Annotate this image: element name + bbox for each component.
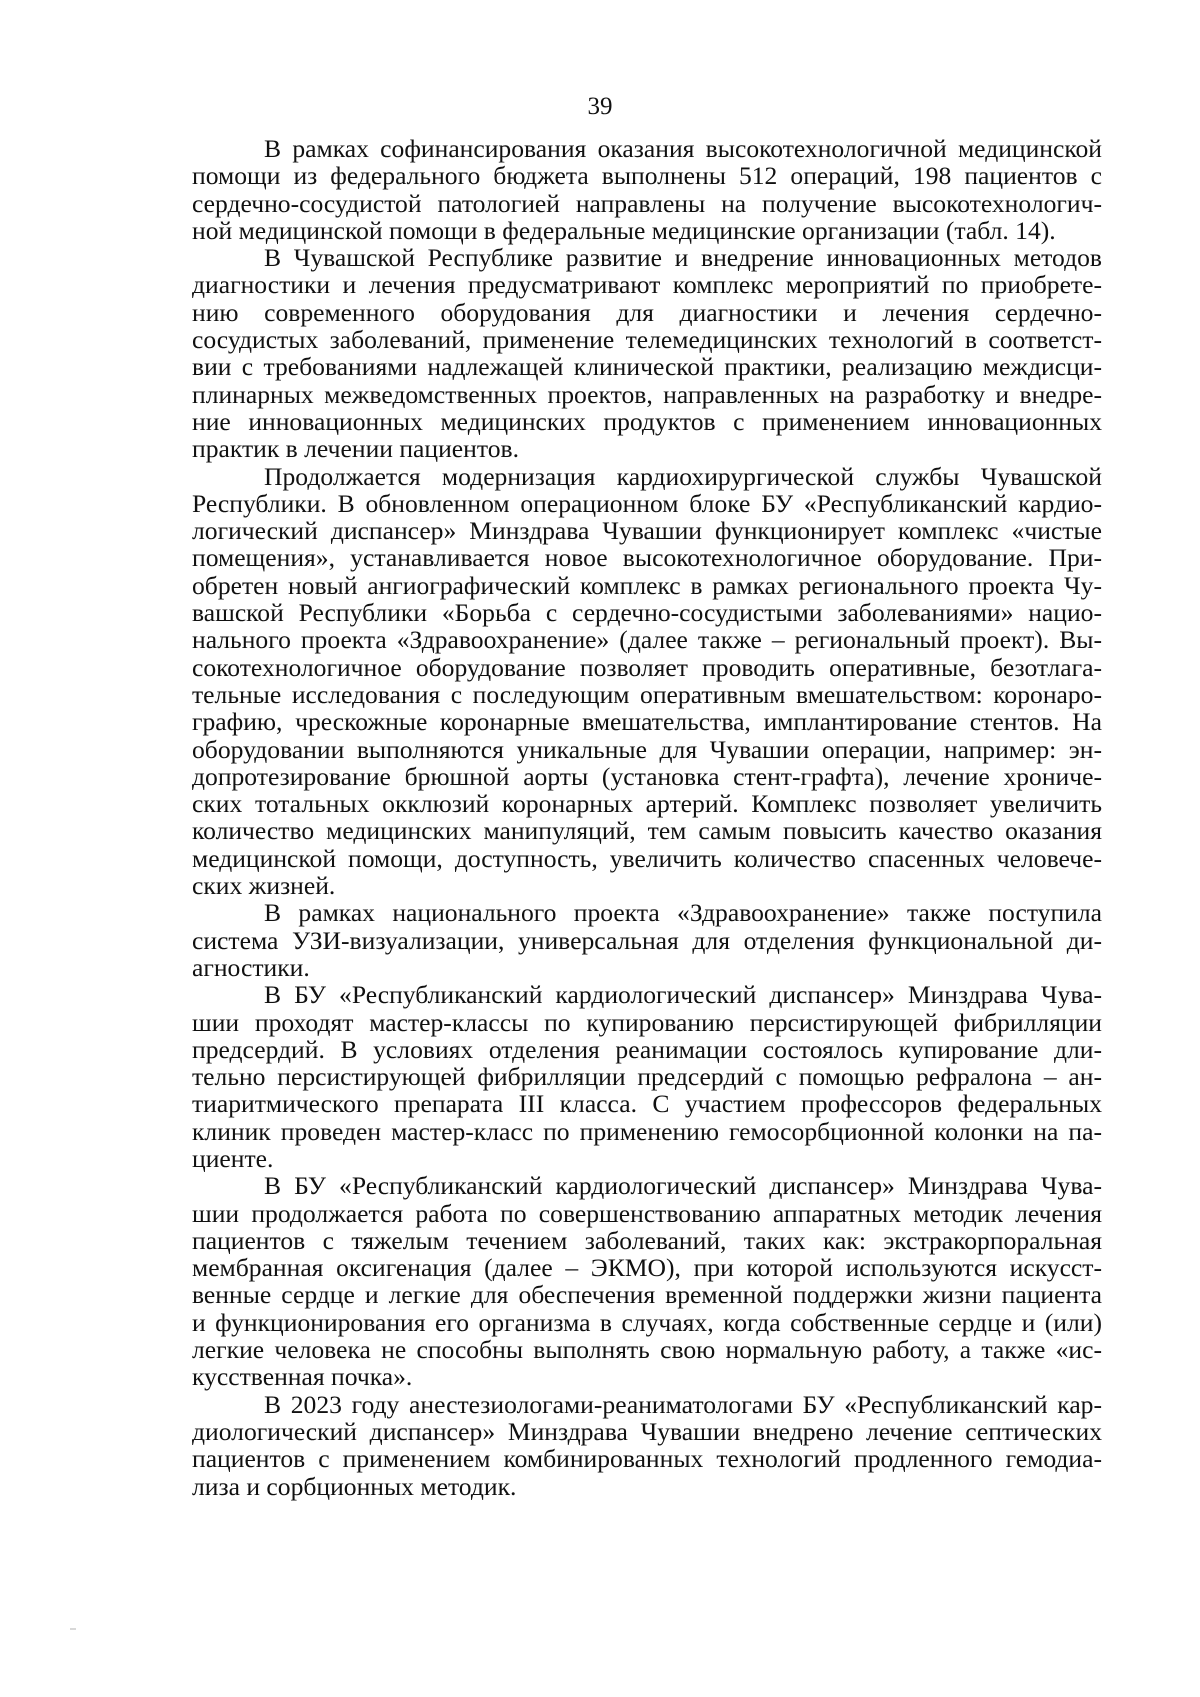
- text-line: допротезирование брюшной аорты (установка стент-графта), лечение хрониче-: [192, 761, 1102, 791]
- paragraph: [192, 463, 1102, 900]
- page-number: 39: [587, 93, 613, 120]
- text-line: оборудовании выполняются уникальные для Чувашии операции, например: эн-: [192, 734, 1102, 764]
- scan-speck: [70, 1628, 76, 1630]
- paragraph: [192, 135, 1102, 244]
- text-line: В БУ «Республиканский кардиологический диспансер» Минздрава Чува-: [264, 1171, 1102, 1201]
- text-line: тельно персистирующей фибрилляции предсердий с помощью рефралона – ан-: [192, 1062, 1102, 1092]
- text-line: система УЗИ-визуализации, универсальная для отделения функциональной ди-: [192, 925, 1102, 955]
- text-line: практик в лечении пациентов.: [192, 434, 519, 464]
- paragraph: [192, 1391, 1102, 1500]
- text-line: медицинской помощи, доступность, увеличить количество спасенных человече-: [192, 843, 1102, 873]
- text-line: количество медицинских манипуляций, тем самым повысить качество оказания: [192, 816, 1102, 846]
- text-line: легкие человека не способны выполнять свою нормальную работу, а также «ис-: [192, 1335, 1102, 1365]
- text-line: клиник проведен мастер-класс по применению гемосорбционной колонки на па-: [192, 1116, 1102, 1146]
- text-line: нию современного оборудования для диагностики и лечения сердечно-: [192, 297, 1102, 327]
- text-line: ских жизней.: [192, 871, 336, 901]
- text-line: ние инновационных медицинских продуктов с применением инновационных: [192, 406, 1102, 436]
- text-line: и функционирования его организма в случаях, когда собственные сердце и (или): [192, 1307, 1102, 1337]
- text-line: шии продолжается работа по совершенствованию аппаратных методик лечения: [192, 1198, 1102, 1228]
- text-line: вии с требованиями надлежащей клинической практики, реализацию междисци-: [192, 352, 1102, 382]
- text-line: В Чувашской Республике развитие и внедрение инновационных методов: [264, 243, 1102, 273]
- text-line: агностики.: [192, 952, 310, 982]
- text-line: пациентов с тяжелым течением заболеваний, таких как: экстракорпоральная: [192, 1225, 1102, 1255]
- text-line: сердечно-сосудистой патологией направлены на получение высокотехнологич-: [192, 188, 1102, 218]
- paragraph: [192, 899, 1102, 981]
- text-line: венные сердце и легкие для обеспечения временной поддержки жизни пациента: [192, 1280, 1102, 1310]
- text-line: Республики. В обновленном операционном блоке БУ «Республиканский кардио-: [192, 488, 1102, 518]
- text-line: циенте.: [192, 1143, 274, 1173]
- text-line: В рамках софинансирования оказания высокотехнологичной медицинской: [264, 134, 1102, 163]
- text-line: мембранная оксигенация (далее – ЭКМО), при которой используются искусст-: [192, 1253, 1102, 1283]
- paragraph: [192, 1172, 1102, 1390]
- text-line: логический диспансер» Минздрава Чувашии функционирует комплекс «чистые: [192, 516, 1102, 546]
- text-line: ских тотальных окклюзий коронарных артерий. Комплекс позволяет увеличить: [192, 789, 1102, 819]
- text-line: плинарных межведомственных проектов, направленных на разработку и внедре-: [192, 379, 1102, 409]
- text-line: ной медицинской помощи в федеральные медицинские организации (табл. 14).: [192, 215, 1056, 245]
- text-line: помощи из федерального бюджета выполнены 512 операций, 198 пациентов с: [192, 161, 1102, 191]
- text-line: помещения», устанавливается новое высокотехнологичное оборудование. При-: [192, 543, 1102, 573]
- text-line: сокотехнологичное оборудование позволяет проводить оперативные, безотлага-: [192, 652, 1102, 682]
- text-line: шии проходят мастер-классы по купированию персистирующей фибрилляции: [192, 1007, 1102, 1037]
- text-line: диологический диспансер» Минздрава Чувашии внедрено лечение септических: [192, 1416, 1102, 1446]
- text-line: лиза и сорбционных методик.: [192, 1471, 517, 1501]
- text-line: В рамках национального проекта «Здравоохранение» также поступила: [264, 898, 1102, 928]
- text-line: В БУ «Республиканский кардиологический диспансер» Минздрава Чува-: [264, 980, 1102, 1010]
- text-line: предсердий. В условиях отделения реанимации состоялось купирование дли-: [192, 1034, 1102, 1064]
- text-line: тельные исследования с последующим оперативным вмешательством: коронаро-: [192, 679, 1102, 709]
- text-line: диагностики и лечения предусматривают комплекс мероприятий по приобрете-: [192, 270, 1102, 300]
- text-line: Продолжается модернизация кардиохирургической службы Чувашской: [264, 461, 1102, 491]
- text-line: сосудистых заболеваний, применение телемедицинских технологий в соответст-: [192, 325, 1102, 355]
- text-line: тиаритмического препарата III класса. С участием профессоров федеральных: [192, 1089, 1102, 1119]
- text-line: В 2023 году анестезиологами-реаниматологами БУ «Республиканский кар-: [264, 1389, 1102, 1419]
- text-line: нального проекта «Здравоохранение» (далее также – региональный проект). Вы-: [192, 625, 1102, 655]
- paragraph: [192, 981, 1102, 1172]
- paragraph: [192, 244, 1102, 462]
- text-line: вашской Республики «Борьба с сердечно-сосудистыми заболеваниями» нацио-: [192, 598, 1102, 628]
- text-line: кусственная почка».: [192, 1362, 413, 1392]
- text-line: графию, чрескожные коронарные вмешательства, имплантирование стентов. На: [192, 707, 1102, 737]
- text-line: обретен новый ангиографический комплекс в рамках регионального проекта Чу-: [192, 570, 1102, 600]
- document-body: [192, 135, 1102, 1500]
- text-line: пациентов с применением комбинированных технологий продленного гемодиа-: [192, 1444, 1102, 1474]
